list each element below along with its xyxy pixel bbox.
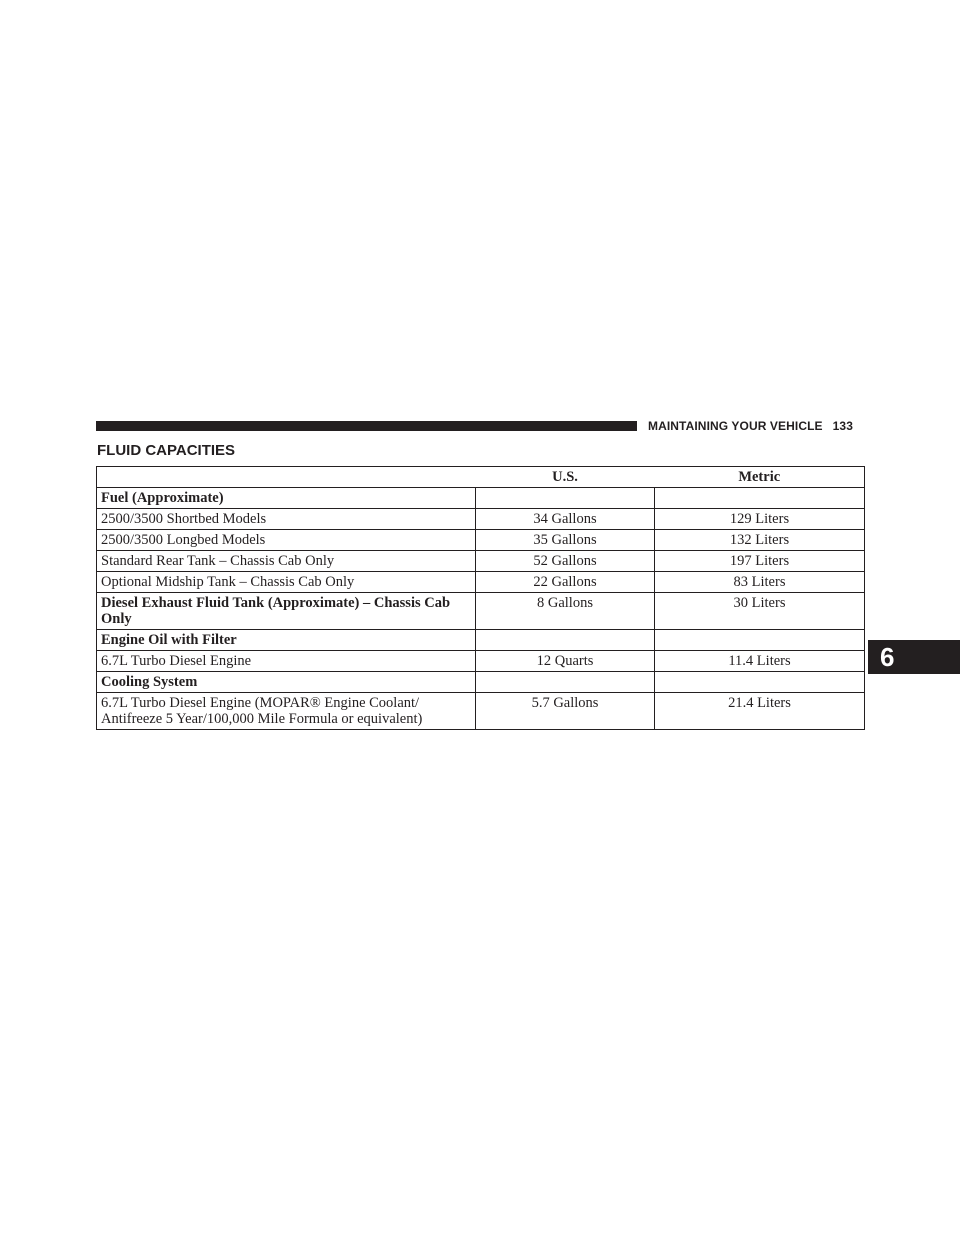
row-us-value	[476, 630, 655, 651]
row-us-value: 5.7 Gallons	[476, 693, 655, 730]
row-label: Cooling System	[97, 672, 476, 693]
row-us-value: 34 Gallons	[476, 509, 655, 530]
row-metric-value: 197 Liters	[655, 551, 865, 572]
table-row	[97, 530, 865, 551]
table-row	[97, 693, 865, 730]
table-row	[97, 630, 865, 651]
row-us-value	[476, 672, 655, 693]
row-metric-value: 83 Liters	[655, 572, 865, 593]
row-metric-value: 21.4 Liters	[655, 693, 865, 730]
row-metric-value	[655, 672, 865, 693]
row-label: 2500/3500 Shortbed Models	[97, 509, 476, 530]
row-metric-value: 11.4 Liters	[655, 651, 865, 672]
row-metric-value: 129 Liters	[655, 509, 865, 530]
running-header	[648, 419, 853, 433]
table-header-row	[97, 467, 865, 488]
row-label: Engine Oil with Filter	[97, 630, 476, 651]
row-metric-value	[655, 488, 865, 509]
column-header-us: U.S.	[476, 467, 655, 488]
column-header	[97, 467, 476, 488]
header-rule	[96, 421, 637, 431]
row-label: Optional Midship Tank – Chassis Cab Only	[97, 572, 476, 593]
column-header-metric: Metric	[655, 467, 865, 488]
fluid-capacities-table	[96, 466, 865, 730]
section-title: FLUID CAPACITIES	[97, 442, 236, 459]
row-us-value: 35 Gallons	[476, 530, 655, 551]
table-row	[97, 672, 865, 693]
row-us-value	[476, 488, 655, 509]
header-section: MAINTAINING YOUR VEHICLE	[648, 419, 823, 433]
row-label: 6.7L Turbo Diesel Engine (MOPAR® Engine Coolant/ Antifreeze 5 Year/100,000 Mile Formula or equivalent)	[97, 693, 476, 730]
row-label: Standard Rear Tank – Chassis Cab Only	[97, 551, 476, 572]
chapter-tab: 6	[868, 640, 960, 674]
row-label: Diesel Exhaust Fluid Tank (Approximate) – Chassis Cab Only	[97, 593, 476, 630]
table-row	[97, 651, 865, 672]
row-us-value: 52 Gallons	[476, 551, 655, 572]
row-metric-value: 132 Liters	[655, 530, 865, 551]
row-metric-value: 30 Liters	[655, 593, 865, 630]
row-us-value: 12 Quarts	[476, 651, 655, 672]
row-label: 6.7L Turbo Diesel Engine	[97, 651, 476, 672]
table-row	[97, 593, 865, 630]
row-metric-value	[655, 630, 865, 651]
table-row	[97, 509, 865, 530]
row-label: Fuel (Approximate)	[97, 488, 476, 509]
page-number: 133	[832, 419, 853, 433]
row-us-value: 8 Gallons	[476, 593, 655, 630]
row-label: 2500/3500 Longbed Models	[97, 530, 476, 551]
table-row	[97, 572, 865, 593]
row-us-value: 22 Gallons	[476, 572, 655, 593]
table-row	[97, 551, 865, 572]
table-row	[97, 488, 865, 509]
